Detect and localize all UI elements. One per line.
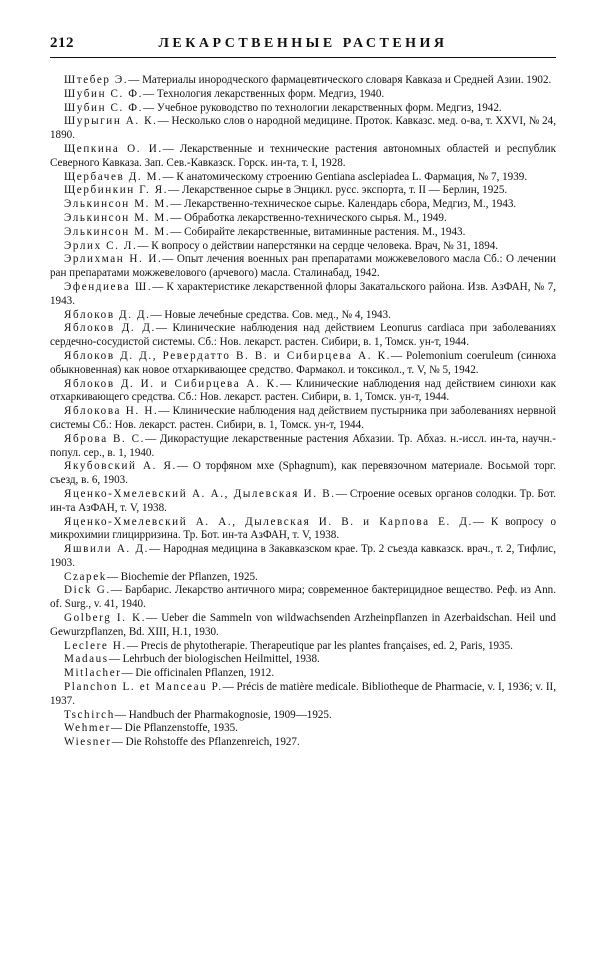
reference-author: Яценко-Хмелевский А. А., Дылевская И. В. и Карпова Е. Д. xyxy=(64,515,473,528)
reference-entry xyxy=(50,378,556,406)
reference-text: — Обработка лекарственно-технического сырья. М., 1949. xyxy=(170,211,447,224)
reference-entry xyxy=(50,571,556,585)
reference-author: Leclere H. xyxy=(64,639,127,652)
reference-text: — Народная медицина в Закавказском крае. Тр. 2 съезда кавказск. врач., т. 2, Тифлис, 1903. xyxy=(50,543,556,569)
reference-text: — О торфяном мхе (Sphagnum), как перевязочном материале. Восьмой торг. съезд, в. 6, 1903. xyxy=(50,460,556,487)
reference-entry xyxy=(50,309,556,323)
reference-author: Яблоков Д. Д., Ревердатто В. В. и Сибирцева А. К. xyxy=(64,349,391,362)
reference-author: Яблоков Д. Д. xyxy=(64,322,156,335)
reference-author: Щербинкин Г. Я. xyxy=(64,184,169,197)
reference-entry xyxy=(50,736,556,750)
reference-entry xyxy=(50,612,556,640)
reference-entry xyxy=(50,488,556,516)
reference-author: Яблоков Д. Д. xyxy=(64,308,151,321)
reference-author: Wiesner xyxy=(64,736,112,749)
reference-text: — Учебное руководство по технологии лекарственных форм. Медгиз, 1942. xyxy=(142,101,502,114)
reference-author: Элькинсон М. М. xyxy=(64,225,171,238)
reference-text: — Précis de matière medicale. Bibliotheque de Pharmacie, v. I, 1936; v. II, 1937. xyxy=(50,681,556,707)
reference-entry xyxy=(50,709,556,723)
reference-text: — Строение осевых органов солодки. Тр. Бот. ин-та АзФАН, т. V, 1938. xyxy=(50,487,556,514)
reference-entry xyxy=(50,212,556,226)
reference-author: Эрлихман Н. И. xyxy=(64,253,163,266)
reference-author: Шубин С. Ф. xyxy=(64,101,143,114)
reference-author: Dick G. xyxy=(64,584,111,597)
reference-entry xyxy=(50,226,556,240)
reference-text: — Ueber die Sammeln von wildwachsenden Arzheinpflanzen in Azerbaidschan. Heil und Gewurzpflanzen, Bd. XIII, H.1, 1930. xyxy=(50,612,556,638)
reference-text: — Лекарственно-техническое сырье. Календарь сбора, Медгиз, М., 1943. xyxy=(170,198,517,211)
reference-author: Элькинсон М. М. xyxy=(64,211,171,224)
reference-author: Яценко-Хмелевский А. А., Дылевская И. В. xyxy=(64,487,336,500)
reference-entry xyxy=(50,102,556,116)
reference-author: Эфендиева Ш. xyxy=(64,280,153,293)
reference-text: — Die Rohstoffe des Pflanzenreich, 1927. xyxy=(111,736,300,749)
reference-text: — Handbuch der Pharmakognosie, 1909—1925. xyxy=(114,708,332,721)
reference-author: Штебер Э. xyxy=(64,74,129,86)
reference-entry xyxy=(50,74,556,88)
reference-entry xyxy=(50,653,556,667)
reference-text: — К анатомическому строению Gentiana asclepiadea L. Фармация, № 7, 1939. xyxy=(162,170,528,183)
reference-author: Яблокова Н. Н. xyxy=(64,405,159,418)
reference-author: Czapek xyxy=(64,570,107,583)
reference-text: — Die officinalen Pflanzen, 1912. xyxy=(121,667,275,680)
reference-author: Якубовский А. Я. xyxy=(64,460,177,473)
reference-author: Элькинсон М. М. xyxy=(64,198,171,211)
reference-text: — Polemonium coeruleum (синюха обыкновенная) как новое отхаркивающее средство. Фармакол. и токсикол., т. V, № 5, 1942. xyxy=(50,349,557,376)
reference-text: — Материалы инородческого фармацевтического словаря Кавказа и Средней Азии. 1902. xyxy=(128,74,552,86)
reference-author: Mitlacher xyxy=(64,667,122,680)
reference-text: — Барбарис. Лекарство античного мира; современное бактерицидное вещество. Реф. из Ann. of. Surg., v. 41, 1940. xyxy=(50,584,556,611)
page-header xyxy=(50,30,556,58)
reference-entry xyxy=(50,667,556,681)
reference-author: Tschirch xyxy=(64,708,115,721)
reference-text: — Дикорастущие лекарственные растения Абхазии. Тр. Абхаз. н.-иссл. ин-та, научн.-попул. сер., в. 1, 1940. xyxy=(50,432,556,459)
reference-text: — Технология лекарственных форм. Медгиз, 1940. xyxy=(142,87,385,100)
reference-author: Яблоков Д. И. и Сибирцева А. К. xyxy=(64,377,281,390)
reference-entry xyxy=(50,460,556,488)
reference-entry xyxy=(50,584,556,612)
running-title: ЛЕКАРСТВЕННЫЕ РАСТЕНИЯ xyxy=(158,36,448,51)
reference-entry xyxy=(50,88,556,102)
reference-entry xyxy=(50,253,556,281)
reference-entry xyxy=(50,198,556,212)
reference-author: Яшвили А. Д. xyxy=(64,543,149,556)
reference-entry xyxy=(50,115,556,143)
reference-text: — Precis de phytotherapie. Therapeutique par les plantes françaises, ed. 2, Paris, 1935. xyxy=(126,639,513,652)
reference-text: — Лекарственные и технические растения автономных областей и республик Северного Кавказа. Зап. Сев.-Кавказск. Горск. ин-та, т. I, 1928. xyxy=(50,142,556,169)
reference-entry xyxy=(50,681,556,709)
reference-author: Щепкина О. И. xyxy=(64,142,163,155)
reference-entry xyxy=(50,433,556,461)
reference-entry xyxy=(50,240,556,254)
reference-text: — Клинические наблюдения над действием синюхи как отхаркивающего средства. Сб.: Нов. лекарст. растен. Сибири, в. 1, Томск. ун-т, 1944. xyxy=(50,377,556,404)
reference-text: — Die Pflanzenstoffe, 1935. xyxy=(110,722,238,735)
reference-entry xyxy=(50,640,556,654)
reference-text: — Лекарственное сырье в Энцикл. русс. экспорта, т. II — Берлин, 1925. xyxy=(168,184,508,197)
reference-entry xyxy=(50,516,556,544)
reference-entry xyxy=(50,405,556,433)
reference-text: — Несколько слов о народной медицине. Проток. Кавказс. мед. о-ва, т. XXVI, № 24, 1890. xyxy=(50,115,557,142)
page-number: 212 xyxy=(50,35,74,51)
reference-entry xyxy=(50,184,556,198)
reference-author: Golberg I. K. xyxy=(64,612,147,625)
reference-author: Яброва В. С. xyxy=(64,432,146,445)
reference-entry xyxy=(50,350,556,378)
reference-entry xyxy=(50,543,556,571)
reference-text: — К вопросу о действии наперстянки на сердце человека. Врач, № 31, 1894. xyxy=(137,239,499,252)
reference-list xyxy=(50,74,556,750)
reference-text: — Клинические наблюдения над действием Leonurus cardiaca при заболеваниях сердечно-сосудистой системы. Сб.: Нов. лекарст. растен. Сибири, в. 1, Томск. ун-т, 1944. xyxy=(50,322,556,349)
reference-text: — Lehrbuch der biologischen Heilmittel, 1938. xyxy=(108,653,320,666)
reference-author: Madaus xyxy=(64,653,109,666)
reference-text: — Biochemie der Pflanzen, 1925. xyxy=(106,570,258,583)
reference-author: Planchon L. et Manceau P. xyxy=(64,681,223,694)
reference-entry xyxy=(50,322,556,350)
reference-text: — Клинические наблюдения над действием пустырника при заболеваниях нервной системы Сб.: Нов. лекарст. растен. Сибири, в. 1, Томск. ун-т, 1944. xyxy=(50,405,556,431)
reference-entry xyxy=(50,722,556,736)
reference-entry xyxy=(50,171,556,185)
reference-text: — К характеристике лекарственной флоры Закатальского района. Изв. АзФАН, № 7, 1943. xyxy=(50,280,556,307)
reference-text: — Опыт лечения военных ран препаратами можжевелового масла Сб.: О лечении ран препаратами можжевелового (арчевого) масла. Сталинабад, 1942. xyxy=(50,253,556,280)
reference-author: Wehmer xyxy=(64,722,111,735)
reference-author: Эрлих С. Л. xyxy=(64,239,138,252)
reference-text: — Новые лечебные средства. Сов. мед., № 4, 1943. xyxy=(150,308,391,321)
reference-entry xyxy=(50,281,556,309)
reference-author: Шубин С. Ф. xyxy=(64,87,143,100)
reference-text: — К вопросу о микрохимии глицирризина. Тр. Бот. ин-та АзФАН, т. V, 1938. xyxy=(50,515,557,542)
reference-text: — Собирайте лекарственные, витаминные растения. М., 1943. xyxy=(170,225,466,238)
reference-entry xyxy=(50,143,556,171)
reference-author: Шурыгин А. К. xyxy=(64,115,158,128)
reference-author: Щербачев Д. М. xyxy=(64,170,163,183)
